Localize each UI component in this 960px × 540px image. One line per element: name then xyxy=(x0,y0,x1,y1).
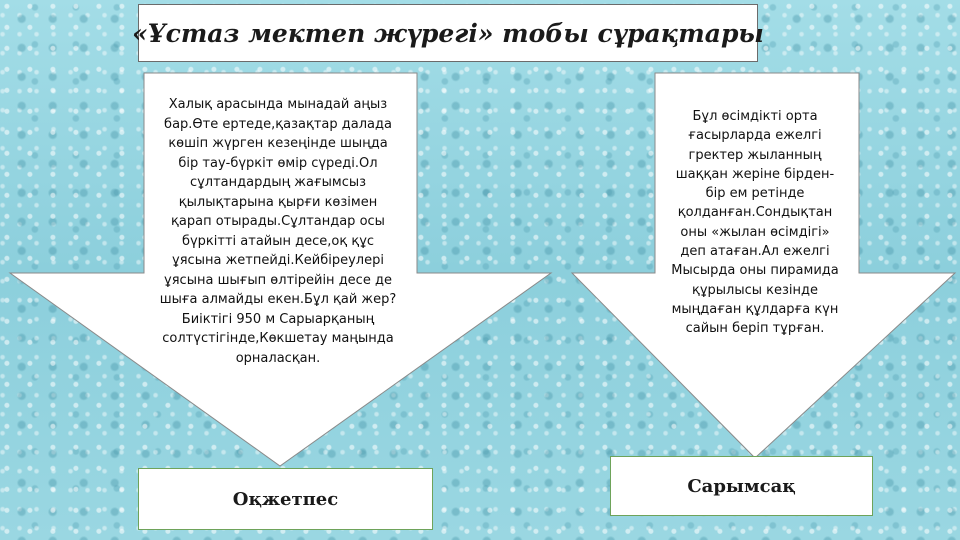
title-box xyxy=(132,4,764,62)
right-question-line: Бұл өсімдікті орта xyxy=(692,109,818,124)
left-answer-box xyxy=(138,468,433,530)
right-answer-box xyxy=(610,456,873,516)
left-question-line: бір тау-бүркіт өмір сүреді.Ол xyxy=(178,155,378,171)
left-question-line: шыға алмайды екен.Бұл қай жер? xyxy=(159,292,397,307)
left-question-line: ұясына шығып өлтірейін десе де xyxy=(164,272,392,288)
left-question-line: Биіктігі 950 м Сарыарқаның xyxy=(181,311,375,327)
left-question-line: қарап отырады.Сұлтандар осы xyxy=(171,214,385,229)
right-question-line: құрылысы кезінде xyxy=(691,282,819,298)
right-answer-label: Сарымсақ xyxy=(687,475,796,497)
left-answer-label: Оқжетпес xyxy=(232,488,339,510)
right-question-line: мыңдаған құлдарға күн xyxy=(671,301,839,317)
left-question-line: бүркітті атайын десе,оқ құс xyxy=(181,233,375,249)
right-question-line: қолданған.Сондықтан xyxy=(677,205,833,221)
left-question-line: қылықтарына қырғи көзімен xyxy=(178,194,378,210)
right-question-text xyxy=(655,107,855,339)
right-question-line: сайын беріп тұрған. xyxy=(685,321,825,337)
right-question-line: бір ем ретінде xyxy=(705,186,805,202)
right-question-line: оны «жылан өсімдігі» xyxy=(680,224,830,240)
right-question-line: гректер жыланның xyxy=(688,147,822,163)
left-question-line: бар.Өте ертеде,қазақтар далада xyxy=(164,116,392,132)
left-question-line: орналасқан. xyxy=(235,350,321,366)
left-question-line: көшіп жүрген кезеңінде шыңда xyxy=(168,136,388,151)
right-question-line: деп атаған.Ал ежелгі xyxy=(680,244,830,260)
right-question-line: шаққан жеріне бірден- xyxy=(675,166,835,182)
left-question-text xyxy=(142,95,414,368)
left-question-line: сұлтандардың жағымсыз xyxy=(189,175,367,190)
page-title: «Ұстаз мектеп жүрегі» тобы сұрақтары xyxy=(132,18,764,48)
right-question-line: ғасырларда ежелгі xyxy=(688,128,822,144)
left-question-line: Халық арасында мынадай аңыз xyxy=(168,97,388,112)
left-question-line: солтүстігінде,Көкшетау маңында xyxy=(162,331,394,346)
left-question-line: ұясына жетпейді.Кейбіреулері xyxy=(172,253,384,268)
right-question-line: Мысырда оны пирамида xyxy=(671,263,839,279)
